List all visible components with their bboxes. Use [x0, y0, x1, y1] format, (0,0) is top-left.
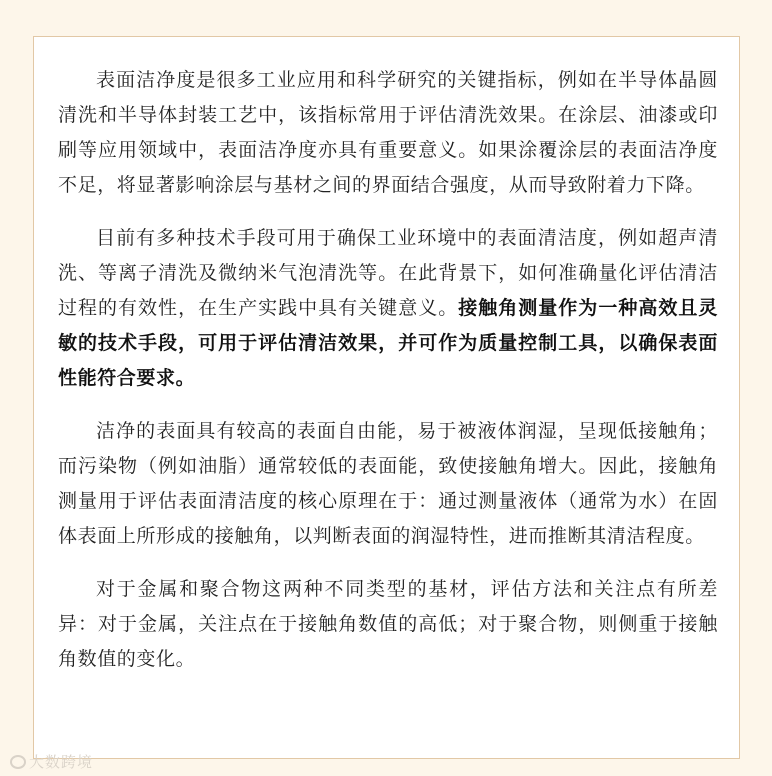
watermark: [10, 751, 93, 772]
paragraph-text: 洁净的表面具有较高的表面自由能，易于被液体润湿，呈现低接触角；而污染物（例如油脂）通常较低的表面能，致使接触角增大。因此，接触角测量用于评估表面清洁度的核心原理在于：通过测量液体（通常为水）在固体表面上所形成的接触角，以判断表面的润湿特性，进而推断其清洁程度。: [58, 420, 718, 547]
watermark-logo-icon: [10, 755, 26, 769]
paragraph-substrate-differences: [58, 572, 718, 677]
article-frame: [33, 36, 740, 759]
paragraph-text: 对于金属和聚合物这两种不同类型的基材，评估方法和关注点有所差异：对于金属，关注点在于接触角数值的高低；对于聚合物，则侧重于接触角数值的变化。: [58, 578, 718, 670]
paragraph-text: 表面洁净度是很多工业应用和科学研究的关键指标，例如在半导体晶圆清洗和半导体封装工艺中，该指标常用于评估清洗效果。在涂层、油漆或印刷等应用领域中，表面洁净度亦具有重要意义。如果涂覆涂层的表面洁净度不足，将显著影响涂层与基材之间的界面结合强度，从而导致附着力下降。: [58, 69, 718, 196]
article-body: [58, 63, 718, 695]
paragraph-contact-angle-principle: [58, 414, 718, 554]
paragraph-cleaning-methods: [58, 221, 718, 396]
paragraph-text: 目前有多种技术手段可用于确保工业环境中的表面清洁度，例如超声清洗、等离子清洗及微纳米气泡清洗等。在此背景下，如何准确量化评估清洁过程的有效性，在生产实践中具有关键意义。: [58, 227, 718, 319]
watermark-text: 大数跨境: [29, 753, 94, 771]
paragraph-bold-highlight: 接触角测量作为一种高效且灵敏的技术手段，可用于评估清洁效果，并可作为质量控制工具，以确保表面性能符合要求。: [58, 297, 718, 389]
paragraph-surface-cleanliness: [58, 63, 718, 203]
